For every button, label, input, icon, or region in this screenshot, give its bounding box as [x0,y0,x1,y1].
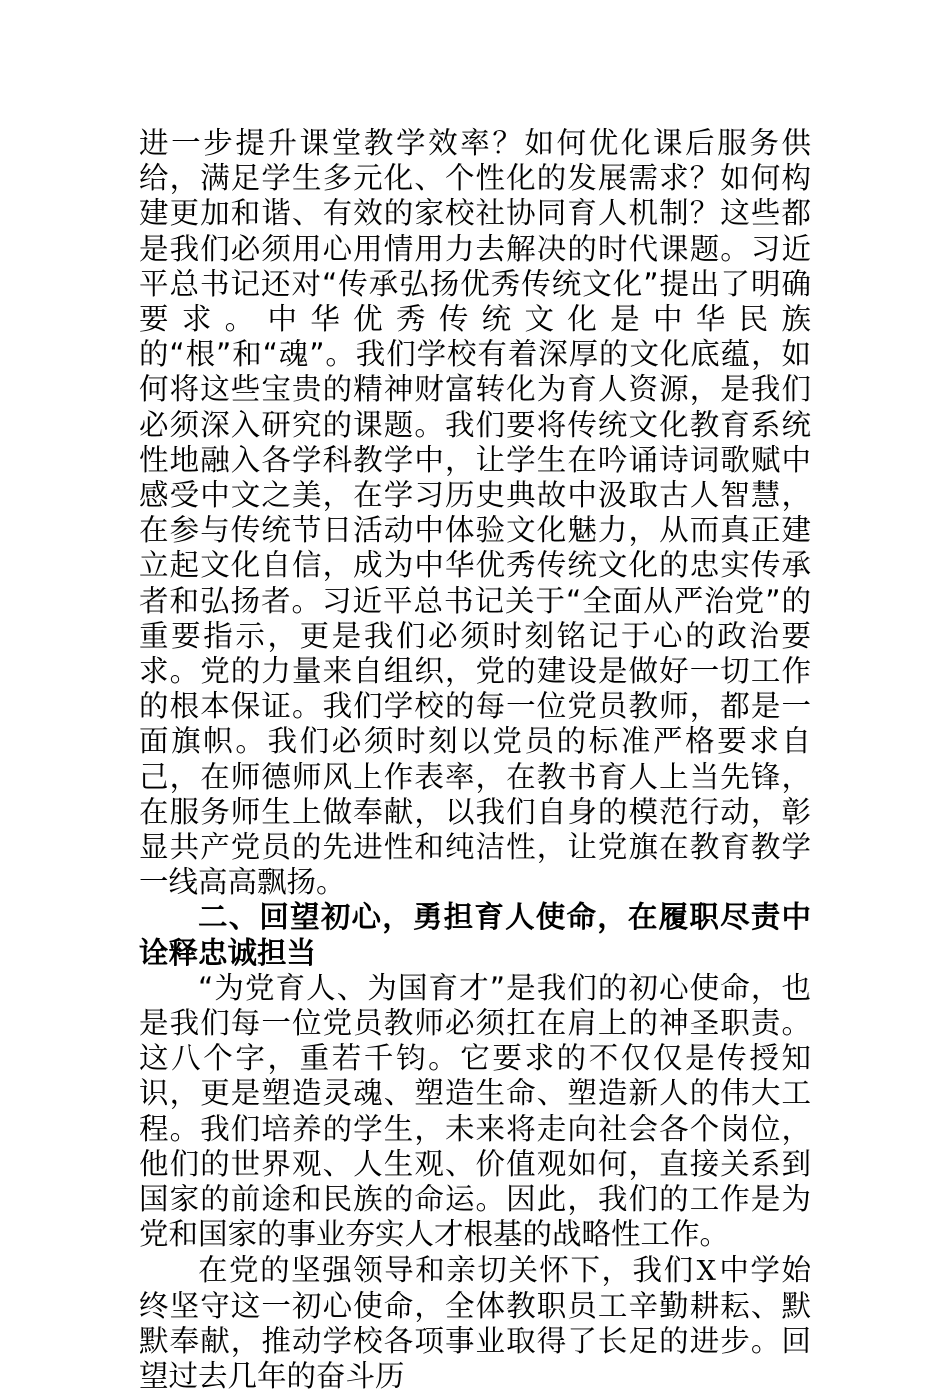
paragraph-3-segment-cjk-b: 中学始终坚守这一初心使命，全体教职员工辛勤耕耘、默默奉献，推动学校各项事业取得了长足的进步。回望过去几年的奋斗历 [139,1253,811,1394]
paragraph-2: “为党育人、为国育才”是我们的初心使命，也是我们每一位党员教师必须扛在肩上的神圣职责。这八个字，重若千钧。它要求的不仅仅是传授知识，更是塑造灵魂、塑造生命、塑造新人的伟大工程。我们培养的学生，未来将走向社会各个岗位，他们的世界观、人生观、价值观如何，直接关系到国家的前途和民族的命运。因此，我们的工作是为党和国家的事业夯实人才根基的战略性工作。 [139,971,811,1253]
paragraph-3-segment-cjk-a: 在党的坚强领导和亲切关怀下，我们 [198,1253,695,1287]
paragraph-3-school-initial: X [695,1256,718,1287]
document-text-block [139,126,811,1394]
paragraph-continued-1: 进一步提升课堂教学效率？如何优化课后服务供给，满足学生多元化、个性化的发展需求？如何构建更加和谐、有效的家校社协同育人机制？这些都是我们必须用心用情用力去解决的时代课题。习近平总书记还对“传承弘扬优秀传统文化”提出了明确要求。中华优秀传统文化是中华民族的“根”和“魂”。我们学校有着深厚的文化底蕴，如何将这些宝贵的精神财富转化为育人资源，是我们必须深入研究的课题。我们要将传统文化教育系统性地融入各学科教学中，让学生在吟诵诗词歌赋中感受中文之美，在学习历史典故中汲取古人智慧，在参与传统节日活动中体验文化魅力，从而真正建立起文化自信，成为中华优秀传统文化的忠实传承者和弘扬者。习近平总书记关于“全面从严治党”的重要指示，更是我们必须时刻铭记于心的政治要求。党的力量来自组织，党的建设是做好一切工作的根本保证。我们学校的每一位党员教师，都是一面旗帜。我们必须时刻以党员的标准严格要求自己，在师德师风上作表率，在教书育人上当先锋，在服务师生上做奉献，以我们自身的模范行动，彰显共产党员的先进性和纯洁性，让党旗在教育教学一线高高飘扬。 [139,126,811,900]
paragraph-3 [139,1253,811,1394]
section-heading-two: 二、回望初心，勇担育人使命，在履职尽责中诠释忠诚担当 [139,900,811,970]
